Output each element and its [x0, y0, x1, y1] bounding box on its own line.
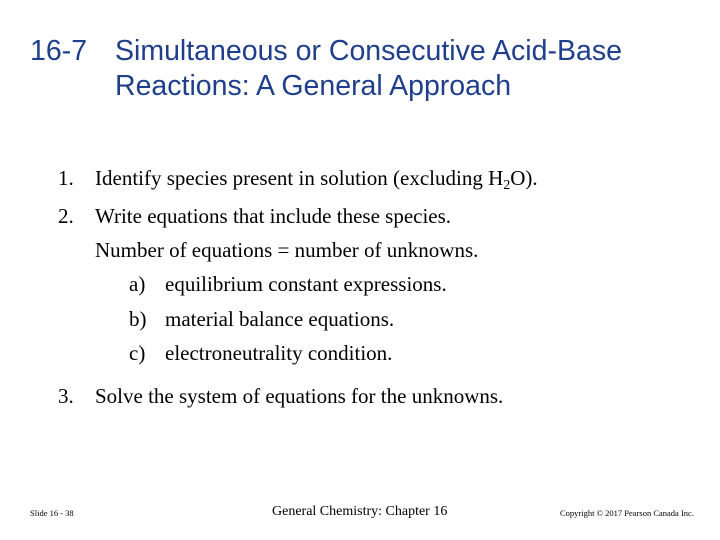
step-1-marker: 1. — [58, 166, 74, 190]
step-2-item-b — [129, 307, 394, 332]
title-line-1 — [30, 34, 700, 69]
item-b-text: material balance equations. — [165, 307, 395, 331]
step-2 — [58, 204, 451, 229]
step-3 — [58, 384, 503, 409]
item-c-text: electroneutrality condition. — [165, 341, 393, 365]
slide-number: Slide 16 - 38 — [30, 508, 74, 518]
step-1 — [58, 166, 538, 191]
step-1-text: Identify species present in solution (excluding H — [95, 166, 504, 190]
item-a-marker: a) — [129, 272, 146, 296]
item-a-text: equilibrium constant expressions. — [165, 272, 447, 296]
step-3-text: Solve the system of equations for the unknowns. — [95, 384, 504, 408]
step-1-subscript: 2 — [503, 178, 511, 193]
title-line-2: Reactions: A General Approach — [115, 70, 512, 102]
item-c-marker: c) — [129, 341, 146, 365]
course-label: General Chemistry: Chapter 16 — [272, 504, 448, 519]
step-2-text: Write equations that include these species. — [95, 204, 452, 228]
section-number: 16-7 — [30, 35, 88, 67]
step-2-note: Number of equations = number of unknowns. — [95, 238, 479, 262]
title-text-1: Simultaneous or Consecutive Acid-Base — [115, 35, 622, 67]
step-2-item-a — [129, 272, 447, 297]
step-3-marker: 3. — [58, 384, 74, 408]
item-b-marker: b) — [129, 307, 147, 331]
copyright-notice: Copyright © 2017 Pearson Canada Inc. — [560, 508, 694, 518]
slide-title — [30, 34, 700, 104]
step-1-text-after: O). — [510, 166, 538, 190]
step-2-marker: 2. — [58, 204, 74, 228]
step-2-item-c — [129, 341, 392, 366]
